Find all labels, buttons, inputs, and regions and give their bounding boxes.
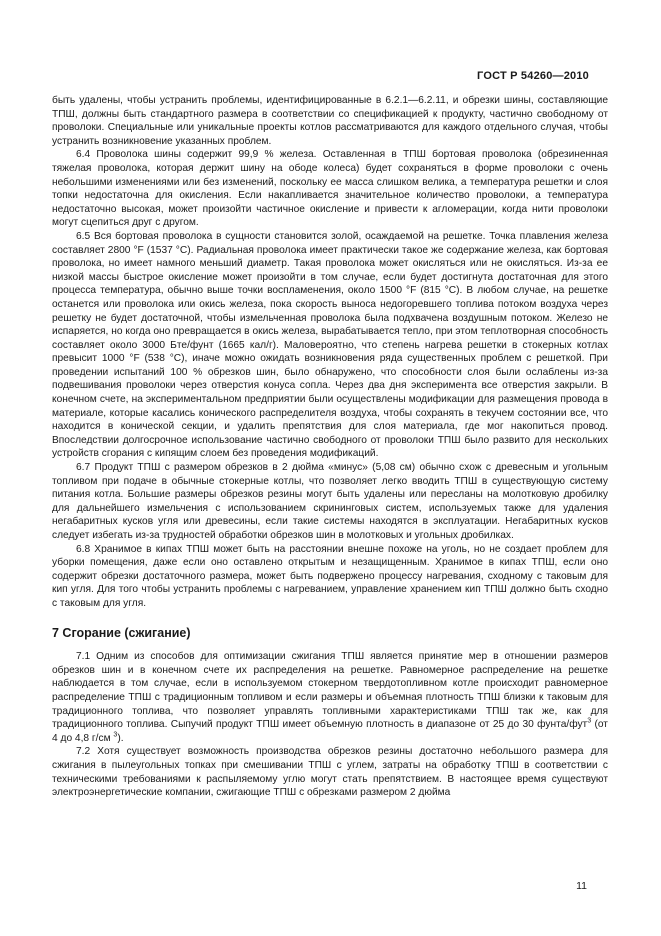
paragraph-7-1 <box>52 650 608 745</box>
p71-text-end: ). <box>117 732 124 744</box>
superscript: 3 <box>587 717 592 725</box>
superscript: 3 <box>113 731 118 739</box>
paragraph-continuation: быть удалены, чтобы устранить проблемы, идентифицированные в 6.2.1—6.2.11, и обрезки шины, составляющие ТПШ, должны быть стандартного размера в соответствии со спецификацией к продукту, частично свободному от проволоки. Специальные или уникальные проекты котлов рассматриваются для каждого отдельного случая, чтобы устранить возникновение указанных проблем. <box>52 95 608 147</box>
paragraph-6-7: 6.7 Продукт ТПШ с размером обрезков в 2 дюйма «минус» (5,08 см) обычно схож с древесным и угольным топливом при подаче в обычные стокерные котлы, что позволяет легко вводить ТПШ в существующую систему питания котла. Большие размеры обрезков резины могут быть удалены или пересланы на молотковую дробилку для дальнейшего измельчения с использованием скрининговых систем, используемых также для удаления негабаритных кусков угля или древесины, если такие системы находятся в эксплуатации. Негабаритных кусков следует избегать из-за трудностей обработки обрезков шин в молотковых и угольных дробилках. <box>52 462 608 541</box>
paragraph-6-8: 6.8 Хранимое в кипах ТПШ может быть на расстоянии внешне похоже на уголь, но не создает проблем для уборки помещения, даже если оно оставлено открытым и незащищенным. Хранимое в кипах ТПШ, если оно содержит обрезки достаточного размера, может быть подвержено процессу нагревания, сходному с таковым для кип угля. Для того чтобы устранить проблемы с нагреванием, управление хранением кип ТПШ должно быть сходно с таковым для угля. <box>52 543 608 609</box>
paragraph-6-5: 6.5 Вся бортовая проволока в сущности становится золой, осаждаемой на решетке. Точка плавления железа составляет 2800 °F (1537 °C). Радиальная проволока имеет практически такое же содержание железа, как бортовая проволока, но имеет намного меньший диаметр. Такая проволока может окисляться или не окисляться. Из-за ее низкой массы быстрое окисление может произойти в том случае, если будет достигнута достаточная для этого процесса температура, обычно выше точки воспламенения, около 1500 °F (815 °C). В любом случае, на решетке останется или проволока или окись железа, пока скорость выноса недогоревшего топлива потоком воздуха через решетку не будет достаточной, чтобы измельченная проволока была подхвачена воздушным потоком. Железо не испаряется, но когда оно превращается в окись железа, вырабатывается тепло, при этом теплотворная способность составляет около 3000 Бте/фунт (1665 кал/г). Маловероятно, что степень нагрева решетки в стокерных котлах превысит 1000 °F (538 °C), иначе можно ожидать возникновения ряда существенных проблем с решеткой. При проведении испытаний 100 % обрезков шин, было обнаружено, что способности слоя были ослаблены из-за подвешивания проволоки через отверстия конуса сопла. Через два дня эксперимента все отверстия закрыли. В конечном счете, на экспериментальном предприятии были осуществлены модификации для размещения провода в материале, которые касались конического распределителя воздуха, чтобы сохранять в текучем состоянии все, что находится в конической секции, и удалить препятствия для слоя материала, где мог накопиться провод. Впоследствии долгосрочное использование частично свободного от проволоки ТПШ было развито для нескольких устройств сгорания с кипящим слоем без проведения модификаций. <box>52 230 608 460</box>
page-number: 11 <box>576 880 587 892</box>
paragraph-6-4: 6.4 Проволока шины содержит 99,9 % железа. Оставленная в ТПШ бортовая проволока (обрезиненная тяжелая проволока, которая держит шину на ободе колеса) будет сохраняться в форме проволоки с очень небольшими изменениями или без изменений, поскольку ее масса слишком велика, а температура решетки и слоя топки недостаточна для окисления. Если накапливается значительное количество проволоки, а температура недостаточно высокая, может произойти частичное окисление и привести к агломерации, когда нити проволоки могут сцепиться друг с другом. <box>52 149 608 229</box>
p71-text-start: 7.1 Одним из способов для оптимизации сжигания ТПШ является принятие мер в отношении размеров обрезков шин и в конечном счете их распределения на решетке. Равномерное распределение на решетке наблюдается в том случае, если в используемом стокерном твердотопливном котле происходит равномерное распределение ТПШ с традиционным топливом и если размеры и объемная плотность ТПШ близки к таковым для традиционного топлива, что позволяет управлять топливными характеристиками ТПШ так же, как для традиционного топлива. Сыпучий продукт ТПШ имеет объемную плотность в диапазоне от 25 до 30 фунта/фут <box>52 651 608 731</box>
document-body <box>52 94 608 800</box>
section-heading: 7 Сгорание (сжигание) <box>52 625 191 640</box>
document-header: ГОСТ Р 54260—2010 <box>477 70 589 82</box>
p71-text-mid: (от 4 до 4,8 г/см <box>52 719 608 744</box>
paragraph-7-2: 7.2 Хотя существует возможность производства обрезков резины достаточно небольшого размера для сжигания в пылеугольных топках при смешивании ТПШ с углем, затраты на обработку ТПШ в соответствии с техническими требованиями к распыляемому углю могут стать препятствием. В настоящее время существуют электроэнергетические компании, сжигающие ТПШ с обрезками размером 2 дюйма <box>52 746 608 799</box>
